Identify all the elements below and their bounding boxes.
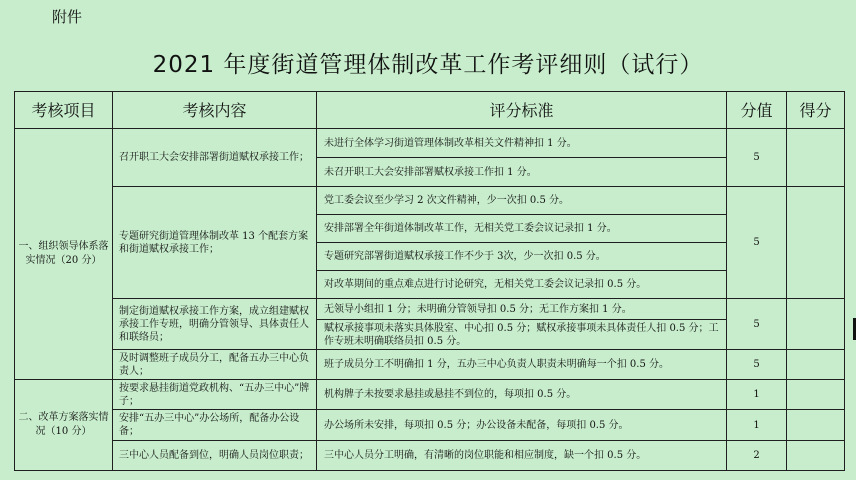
content-cell: 制定街道赋权承接工作方案，成立组建赋权承接工作专班，明确分管领导、具体责任人和联络员； [113, 299, 317, 350]
score-cell: 1 [727, 380, 787, 410]
score-cell: 5 [727, 299, 787, 350]
score-cell: 1 [727, 410, 787, 441]
criteria-cell: 安排部署全年街道体制改革工作，无相关党工委会议记录扣 1 分。 [317, 215, 727, 243]
column-header-criteria: 评分标准 [317, 92, 727, 129]
criteria-cell: 三中心人员分工明确，有清晰的岗位职能和相应制度，缺一个扣 0.5 分。 [317, 441, 727, 471]
result-cell[interactable] [787, 410, 845, 441]
column-header-item: 考核项目 [15, 92, 113, 129]
content-cell: 三中心人员配备到位，明确人员岗位职责； [113, 441, 317, 471]
table-row [15, 129, 845, 158]
attachment-label: 附件 [52, 8, 83, 26]
table-row [15, 380, 845, 410]
table-row [15, 299, 845, 320]
criteria-cell: 未进行全体学习街道管理体制改革相关文件精神扣 1 分。 [317, 129, 727, 158]
column-header-score: 分值 [727, 92, 787, 129]
criteria-cell: 党工委会议至少学习 2 次文件精神，少一次扣 0.5 分。 [317, 187, 727, 215]
evaluation-table [14, 91, 845, 471]
content-cell: 专题研究街道管理体制改革 13 个配套方案和街道赋权承接工作； [113, 187, 317, 299]
content-cell: 安排“五办三中心”办公场所，配备办公设备； [113, 410, 317, 441]
criteria-cell: 对改革期间的重点难点进行讨论研究，无相关党工委会议记录扣 0.5 分。 [317, 271, 727, 299]
criteria-cell: 赋权承接事项未落实具体股室、中心扣 0.5 分；赋权承接事项未具体责任人扣 0.5 分；工作专班未明确联络员扣 0.5 分。 [317, 320, 727, 350]
result-cell[interactable] [787, 129, 845, 187]
criteria-cell: 班子成员分工不明确扣 1 分，五办三中心负责人职责未明确每一个扣 0.5 分。 [317, 350, 727, 380]
criteria-cell: 专题研究部署街道赋权承接工作不少于 3次，少一次扣 0.5 分。 [317, 243, 727, 271]
result-cell[interactable] [787, 350, 845, 380]
table-header-row [15, 92, 845, 129]
column-header-result: 得分 [787, 92, 845, 129]
category-cell: 一、组织领导体系落实情况（20 分） [15, 129, 113, 380]
result-cell[interactable] [787, 380, 845, 410]
score-cell: 2 [727, 441, 787, 471]
document-title: 2021 年度街道管理体制改革工作考评细则（试行） [152, 52, 704, 78]
score-cell: 5 [727, 187, 787, 299]
result-cell[interactable] [787, 299, 845, 350]
column-header-content: 考核内容 [113, 92, 317, 129]
criteria-cell: 无领导小组扣 1 分；未明确分管领导扣 0.5 分；无工作方案扣 1 分。 [317, 299, 727, 320]
table-row [15, 441, 845, 471]
result-cell[interactable] [787, 441, 845, 471]
result-cell[interactable] [787, 187, 845, 299]
category-cell: 二、改革方案落实情况（10 分） [15, 380, 113, 471]
content-cell: 召开职工大会安排部署街道赋权承接工作； [113, 129, 317, 187]
criteria-cell: 办公场所未安排，每项扣 0.5 分；办公设备未配备，每项扣 0.5 分。 [317, 410, 727, 441]
criteria-cell: 未召开职工大会安排部署赋权承接工作扣 1 分。 [317, 158, 727, 187]
table-row [15, 350, 845, 380]
score-cell: 5 [727, 129, 787, 187]
score-cell: 5 [727, 350, 787, 380]
content-cell: 按要求悬挂街道党政机构、“五办三中心”牌子； [113, 380, 317, 410]
table-row [15, 410, 845, 441]
table-row [15, 187, 845, 215]
content-cell: 及时调整班子成员分工，配备五办三中心负责人； [113, 350, 317, 380]
criteria-cell: 机构牌子未按要求悬挂或悬挂不到位的，每项扣 0.5 分。 [317, 380, 727, 410]
